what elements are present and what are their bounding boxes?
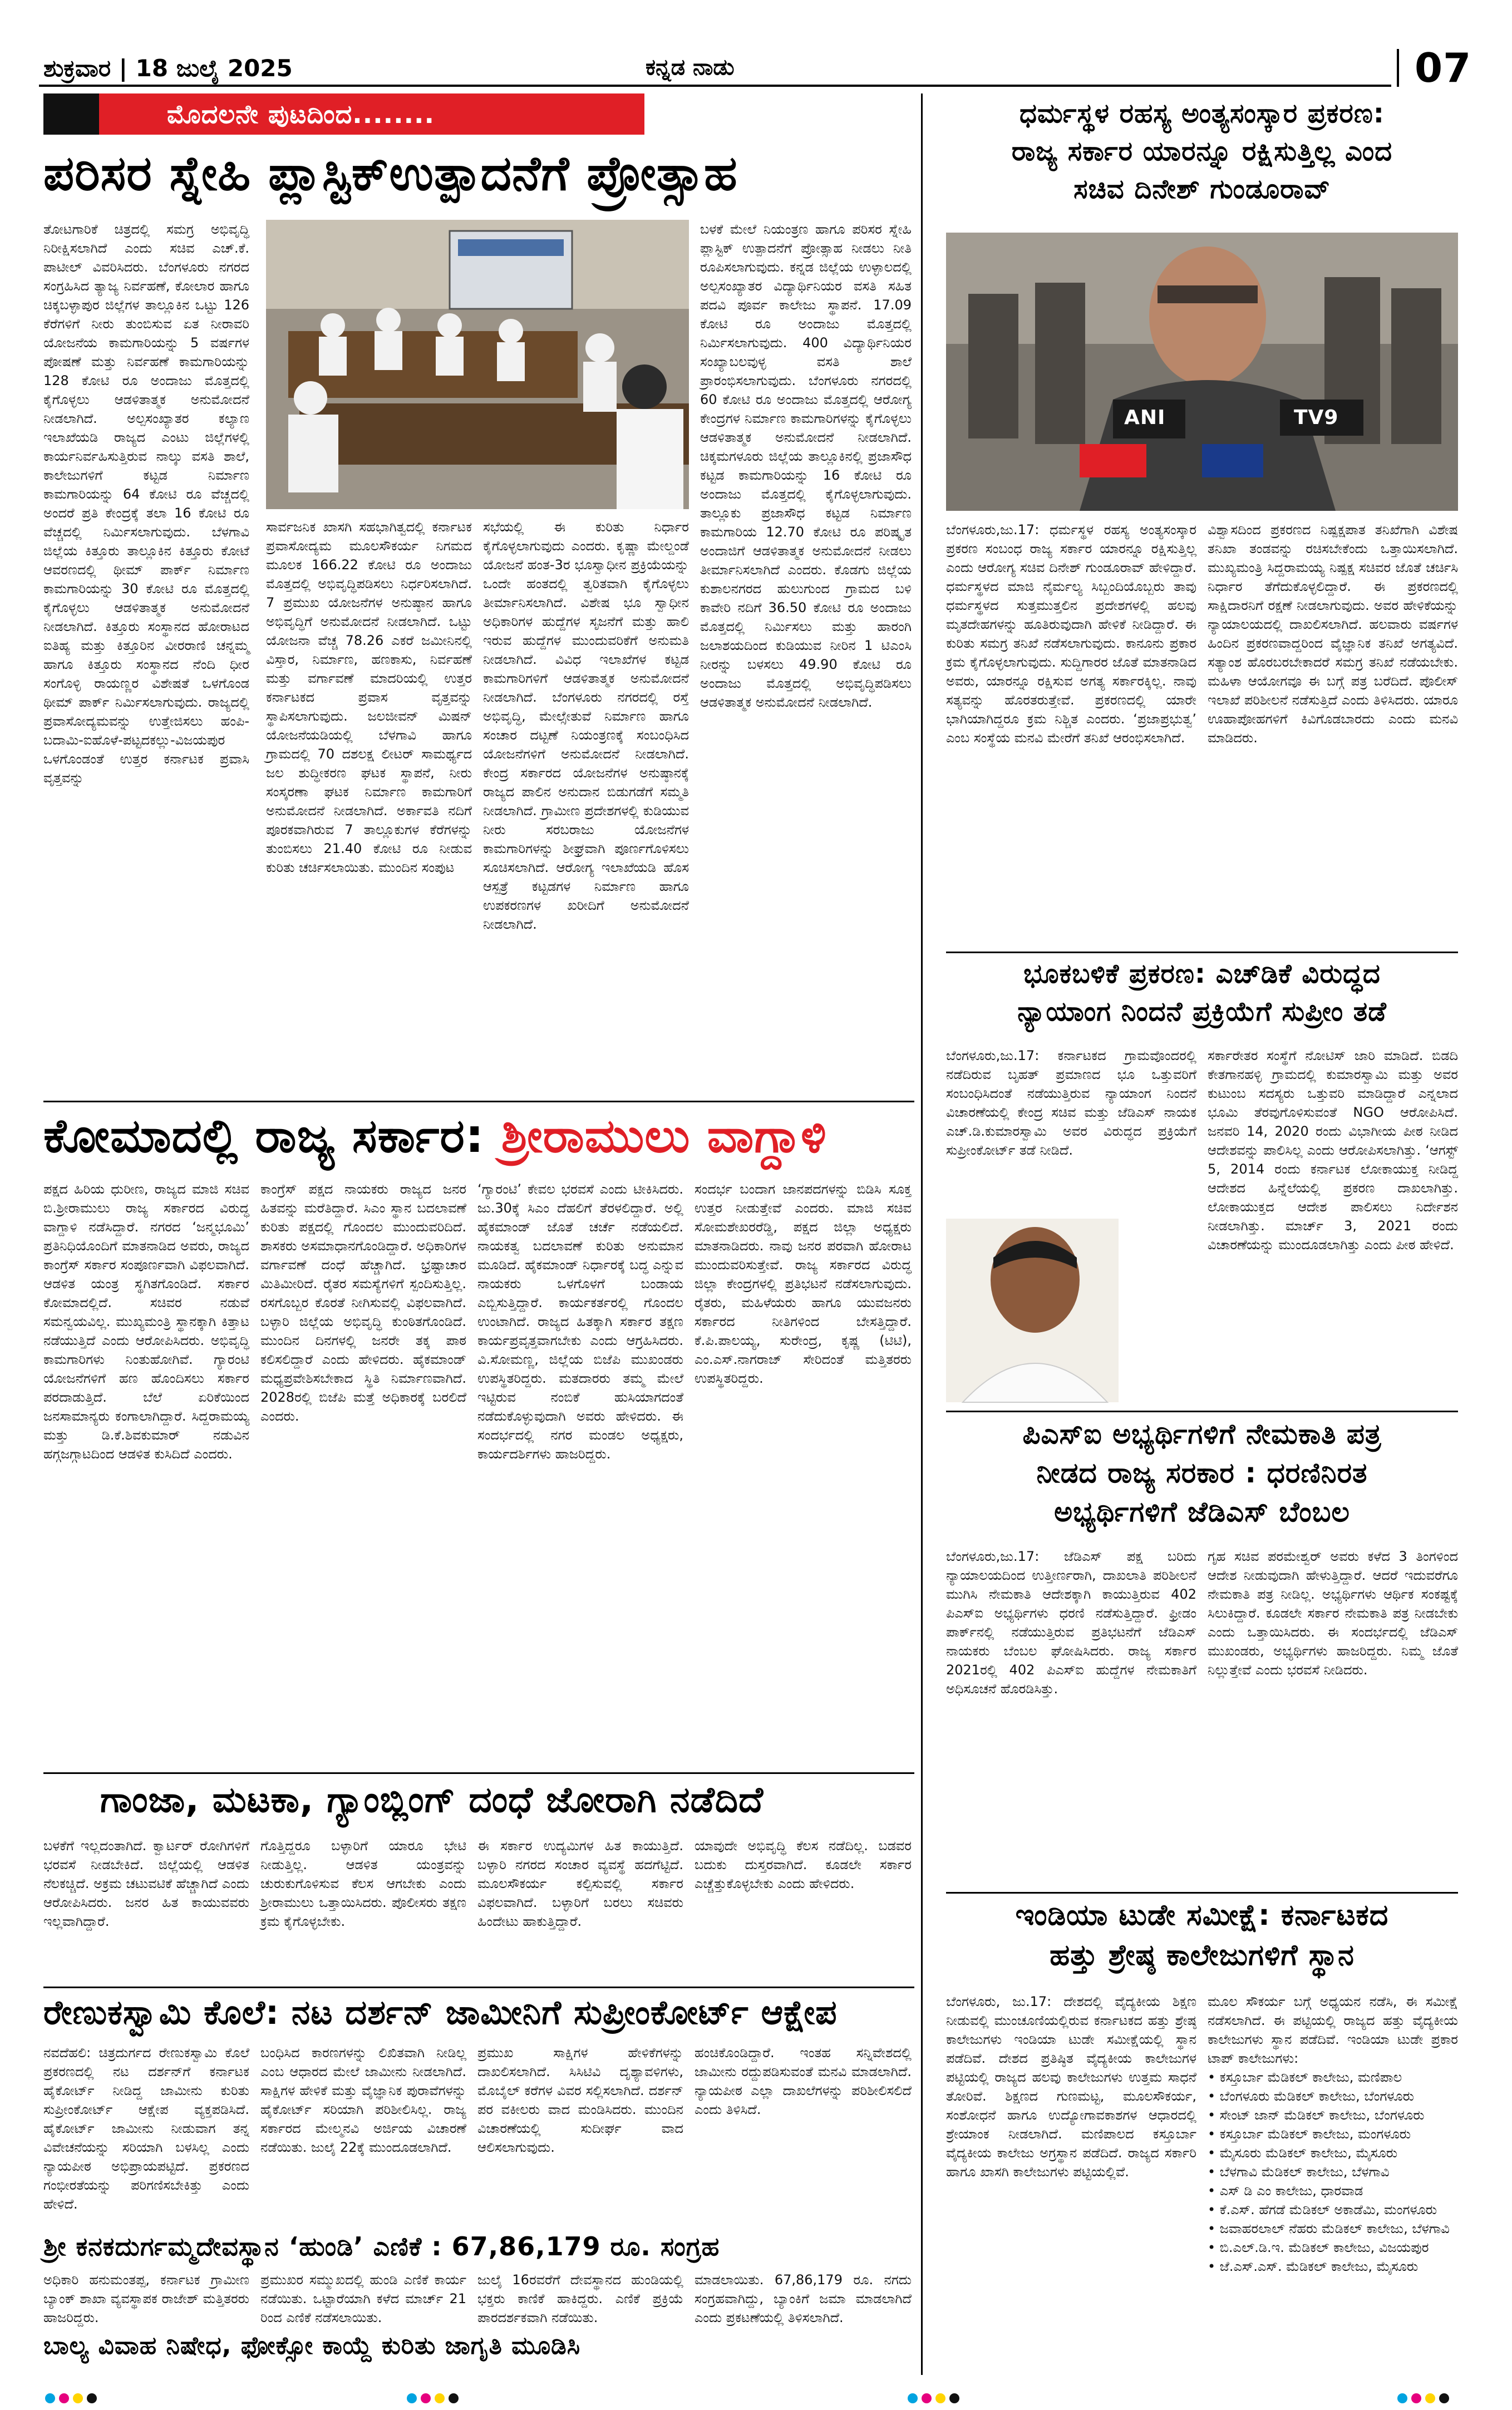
rule-r2	[946, 1411, 1458, 1412]
reg-dots-left	[45, 2393, 97, 2403]
reg-dots-mid2	[908, 2393, 959, 2403]
ramulu-headline-red: ಶ್ರೀರಾಮುಲು ವಾಗ್ದಾಳಿ	[501, 1108, 827, 1163]
dharmasthala-col2: ವಿಶ್ವಾಸದಿಂದ ಪ್ರಕರಣದ ನಿಷ್ಪಕ್ಷಪಾತ ತನಿಖೆಗಾಗಿ ವಿಶೇಷ ತನಿಖಾ ತಂಡವನ್ನು ರಚಿಸಬೇಕೆಂದು ಒತ್ತಾಯಿಸಲಾಗಿದೆ. ಮುಖ್ಯಮಂತ್ರಿ ಸಿದ್ದರಾಮಯ್ಯ ನಿಷ್ಪಕ್ಷ ಸಚಿವರ ಜೊತೆ ಚರ್ಚಿಸಿ ನಿರ್ಧಾರ ತೆಗೆದುಕೊಳ್ಳಲಿದ್ದಾರೆ. ಈ ಪ್ರಕರಣದಲ್ಲಿ ಸಾಕ್ಷಿದಾರನಿಗೆ ರಕ್ಷಣೆ ನೀಡಲಾಗುವುದು. ಅವರ ಹೇಳಿಕೆಯನ್ನು ನ್ಯಾಯಾಲಯದಲ್ಲಿ ದಾಖಲಿಸಲಾಗಿದೆ. ಹಲವಾರು ವರ್ಷಗಳ ಹಿಂದಿನ ಪ್ರಕರಣವಾದ್ದರಿಂದ ವೈಜ್ಞಾನಿಕ ತನಿಖೆ ಅಗತ್ಯವಿದೆ. ಸತ್ಯಾಂಶ ಹೊರಬರಬೇಕಾದರೆ ಸಮಗ್ರ ತನಿಖೆ ನಡೆಯಬೇಕು. ಮಹಿಳಾ ಆಯೋಗವೂ ಈ ಬಗ್ಗೆ ಪತ್ರ ಬರೆದಿದೆ. ಪೊಲೀಸ್ ಇಲಾಖೆ ಪರಿಶೀಲನೆ ನಡೆಸುತ್ತಿದೆ ಎಂದು ತಿಳಿಸಿದರು. ಯಾರೂ ಊಹಾಪೋಹಗಳಿಗೆ ಕಿವಿಗೊಡಬಾರದು ಎಂದು ಮನವಿ ಮಾಡಿದರು.	[1208, 522, 1462, 746]
psi-headline-2: ನೀಡದ ರಾಜ್ಯ ಸರಕಾರ : ಧರಣಿನಿರತ	[1036, 1457, 1368, 1489]
hdk-col1: ಬೆಂಗಳೂರು,ಜು.17: ಕರ್ನಾಟಕದ ಗ್ರಾಮವೊಂದರಲ್ಲಿ ನಡೆದಿರುವ ಬೃಹತ್ ಪ್ರಮಾಣದ ಭೂ ಒತ್ತುವರಿಗೆ ಸಂಬಂಧಿಸಿದಂತೆ ನಡೆಯುತ್ತಿರುವ ನ್ಯಾಯಾಂಗ ನಿಂದನೆ ವಿಚಾರಣೆಯಲ್ಲಿ ಕೇಂದ್ರ ಸಚಿವ ಮತ್ತು ಜೆಡಿಎಸ್ ನಾಯಕ ಎಚ್.ಡಿ.ಕುಮಾರಸ್ವಾಮಿ ಅವರ ವಿರುದ್ಧದ ಪ್ರಕ್ರಿಯೆಗೆ ಸುಪ್ರೀಂಕೋರ್ಟ್ ತಡೆ ನೀಡಿದೆ.	[946, 1048, 1201, 1158]
ramulu-col2: ಕಾಂಗ್ರೆಸ್ ಪಕ್ಷದ ನಾಯಕರು ರಾಜ್ಯದ ಜನರ ಹಿತವನ್ನು ಮರೆತಿದ್ದಾರೆ. ಸಿಎಂ ಸ್ಥಾನ ಬದಲಾವಣೆ ಕುರಿತು ಪಕ್ಷದಲ್ಲಿ ಗೊಂದಲ ಮುಂದುವರಿದಿದೆ. ಶಾಸಕರು ಅಸಮಾಧಾನಗೊಂಡಿದ್ದಾರೆ. ಅಧಿಕಾರಿಗಳ ವರ್ಗಾವಣೆ ದಂಧೆ ಹೆಚ್ಚಾಗಿದೆ. ಭ್ರಷ್ಟಾಚಾರ ಮಿತಿಮೀರಿದೆ. ರೈತರ ಸಮಸ್ಯೆಗಳಿಗೆ ಸ್ಪಂದಿಸುತ್ತಿಲ್ಲ. ರಸಗೊಬ್ಬರ ಕೊರತೆ ನೀಗಿಸುವಲ್ಲಿ ವಿಫಲವಾಗಿದೆ. ಬಳ್ಳಾರಿ ಜಿಲ್ಲೆಯ ಅಭಿವೃದ್ಧಿ ಕುಂಠಿತಗೊಂಡಿದೆ. ಮುಂದಿನ ದಿನಗಳಲ್ಲಿ ಜನರೇ ತಕ್ಕ ಪಾಠ ಕಲಿಸಲಿದ್ದಾರೆ ಎಂದು ಹೇಳಿದರು. ಹೈಕಮಾಂಡ್ ಮಧ್ಯಪ್ರವೇಶಿಸಬೇಕಾದ ಸ್ಥಿತಿ ನಿರ್ಮಾಣವಾಗಿದೆ. 2028ರಲ್ಲಿ ಬಿಜೆಪಿ ಮತ್ತೆ ಅಧಿಕಾರಕ್ಕೆ ಬರಲಿದೆ ಎಂದರು.	[260, 1181, 471, 1424]
reg-dots-right	[1397, 2393, 1449, 2403]
college-list-item: • ಎಸ್ ಡಿ ಎಂ ಕಾಲೇಜು, ಧಾರವಾಡ	[1208, 2183, 1363, 2199]
college-list-item: • ಜವಾಹರಲಾಲ್ ನೆಹರು ಮೆಡಿಕಲ್ ಕಾಲೇಜು, ಬೆಳಗಾವಿ	[1208, 2221, 1450, 2236]
main-column-divider	[921, 93, 923, 2375]
minister-image	[946, 233, 1458, 511]
college-list-item: • ಸೇಂಟ್ ಜಾನ್ ಮೆಡಿಕಲ್ ಕಾಲೇಜು, ಬೆಂಗಳೂರು	[1208, 2107, 1425, 2123]
dharmasthala-headline-3: ಸಚಿವ ದಿನೇಶ್ ಗುಂಡೂರಾವ್	[1073, 174, 1331, 205]
college-list-item: • ಕಸ್ತೂರ್ಬಾ ಮೆಡಿಕಲ್ ಕಾಲೇಜು, ಮಂಗಳೂರು	[1208, 2126, 1411, 2142]
kumaraswamy-image	[946, 1219, 1119, 1402]
hundi-col3: ಜುಲೈ 16ರವರೆಗೆ ದೇವಸ್ಥಾನದ ಹುಂಡಿಯಲ್ಲಿ ಭಕ್ತರು ಕಾಣಿಕೆ ಹಾಕಿದ್ದರು. ಎಣಿಕೆ ಪ್ರಕ್ರಿಯೆ ಪಾರದರ್ಶಕವಾಗಿ ನಡೆಯಿತು.	[477, 2272, 688, 2325]
college-list-item: • ಕಸ್ತೂರ್ಬಾ ಮೆಡಿಕಲ್ ಕಾಲೇಜು, ಮಣಿಪಾಲ	[1208, 2069, 1402, 2085]
ganja-headline: ಗಾಂಜಾ, ಮಟಕಾ, ಗ್ಯಾಂಬ್ಲಿಂಗ್ ದಂಧೆ ಜೋರಾಗಿ ನಡೆದಿದೆ	[100, 1780, 764, 1821]
hundi-headline: ಶ್ರೀ ಕನಕದುರ್ಗಮ್ಮದೇವಸ್ಥಾನ ‘ಹುಂಡಿ’ ಎಣಿಕೆ : 67,86,179 ರೂ. ಸಂಗ್ರಹ	[43, 2231, 720, 2261]
reg-dots-mid1	[407, 2393, 459, 2403]
ramulu-headline-black: ಕೋಮಾದಲ್ಲಿ ರಾಜ್ಯ ಸರ್ಕಾರ:	[43, 1108, 501, 1163]
indiatoday-col2	[1208, 1992, 1462, 2348]
college-list-item: • ಕೆ.ಎಸ್. ಹೆಗಡೆ ಮೆಡಿಕಲ್ ಅಕಾಡೆಮಿ, ಮಂಗಳೂರು	[1208, 2202, 1437, 2217]
plastic-headline: ಪರಿಸರ ಸ್ನೇಹಿ ಪ್ಲಾಸ್ಟಿಕ್‌ಉತ್ಪಾದನೆಗೆ ಪ್ರೋತ್ಸಾಹ	[43, 146, 738, 201]
rule-1	[43, 1101, 914, 1102]
plastic-col2: ಸಾರ್ವಜನಿಕ ಖಾಸಗಿ ಸಹಭಾಗಿತ್ವದಲ್ಲಿ ಕರ್ನಾಟಕ ಪ್ರವಾಸೋದ್ಯಮ ಮೂಲಸೌಕರ್ಯ ನಿಗಮದ ಮೂಲಕ 166.22 ಕೋಟಿ ರೂ ಅಂದಾಜು ಮೊತ್ತದಲ್ಲಿ ಅಭಿವೃದ್ಧಿಪಡಿಸಲು ನಿರ್ಧರಿಸಲಾಗಿದೆ. 7 ಪ್ರಮುಖ ಯೋಜನೆಗಳ ಅನುಷ್ಠಾನ ಹಾಗೂ ಅಭಿವೃದ್ಧಿಗೆ ಅನುಮೋದನೆ ನೀಡಲಾಗಿದೆ. ಒಟ್ಟು ಯೋಜನಾ ವೆಚ್ಚ 78.26 ಎಕರೆ ಜಮೀನಿನಲ್ಲಿ ವಿಸ್ತಾರ, ನಿರ್ಮಾಣ, ಹಣಕಾಸು, ನಿರ್ವಹಣೆ ಮತ್ತು ವರ್ಗಾವಣೆ ಮಾದರಿಯಲ್ಲಿ ಉತ್ತರ ಕರ್ನಾಟಕದ ಪ್ರವಾಸ ವೃತ್ತವನ್ನು ಸ್ಥಾಪಿಸಲಾಗುವುದು. ಜಲಜೀವನ್ ಮಿಷನ್ ಯೋಜನೆಯಡಿಯಲ್ಲಿ ಬೆಳಗಾವಿ ಹಾಗೂ ಗ್ರಾಮದಲ್ಲಿ 70 ದಶಲಕ್ಷ ಲೀಟರ್ ಸಾಮರ್ಥ್ಯದ ಜಲ ಶುದ್ಧೀಕರಣ ಘಟಕ ಸ್ಥಾಪನೆ, ನೀರು ಸಂಸ್ಕರಣಾ ಘಟಕ ನಿರ್ಮಾಣ ಕಾಮಗಾರಿಗೆ ಅನುಮೋದನೆ ನೀಡಲಾಗಿದೆ. ಅರ್ಕಾವತಿ ನದಿಗೆ ಪೂರಕವಾಗಿರುವ 7 ತಾಲ್ಲೂಕುಗಳ ಕೆರೆಗಳನ್ನು ತುಂಬಿಸಲು 21.40 ಕೋಟಿ ರೂ ನೀಡುವ ಕುರಿತು ಚರ್ಚಿಸಲಾಯಿತು. ಮುಂದಿನ ಸಂಪುಟ	[266, 519, 476, 875]
hundi-col4: ಮಾಡಲಾಯಿತು. 67,86,179 ರೂ. ನಗದು ಸಂಗ್ರಹವಾಗಿದ್ದು, ಬ್ಯಾಂಕಿಗೆ ಜಮಾ ಮಾಡಲಾಗಿದೆ ಎಂದು ಪ್ರಕಟಣೆಯಲ್ಲಿ ತಿಳಿಸಲಾಗಿದೆ.	[695, 2272, 916, 2325]
darshan-col2: ಬಂಧಿಸಿದ ಕಾರಣಗಳನ್ನು ಲಿಖಿತವಾಗಿ ನೀಡಿಲ್ಲ ಎಂಬ ಆಧಾರದ ಮೇಲೆ ಜಾಮೀನು ನೀಡಲಾಗಿದೆ. ಸಾಕ್ಷಿಗಳ ಹೇಳಿಕೆ ಮತ್ತು ವೈಜ್ಞಾನಿಕ ಪುರಾವೆಗಳನ್ನು ಹೈಕೋರ್ಟ್ ಸರಿಯಾಗಿ ಪರಿಶೀಲಿಸಿಲ್ಲ. ರಾಜ್ಯ ಸರ್ಕಾರದ ಮೇಲ್ಮನವಿ ಅರ್ಜಿಯ ವಿಚಾರಣೆ ನಡೆಯಿತು. ಜುಲೈ 22ಕ್ಕೆ ಮುಂದೂಡಲಾಗಿದೆ.	[260, 2045, 471, 2155]
indiatoday-headline-2: ಹತ್ತು ಶ್ರೇಷ್ಠ ಕಾಲೇಜುಗಳಿಗೆ ಸ್ಥಾನ	[1050, 1939, 1355, 1972]
college-list-item: • ಬಿ.ಎಲ್.ಡಿ.ಇ. ಮೆಡಿಕಲ್ ಕಾಲೇಜು, ವಿಜಯಪುರ	[1208, 2240, 1429, 2255]
ganja-col3: ಈ ಸರ್ಕಾರ ಉದ್ಯಮಿಗಳ ಹಿತ ಕಾಯುತ್ತಿದೆ. ಬಳ್ಳಾರಿ ನಗರದ ಸಂಚಾರ ವ್ಯವಸ್ಥೆ ಹದಗೆಟ್ಟಿದೆ. ಮೂಲಸೌಕರ್ಯ ಕಲ್ಪಿಸುವಲ್ಲಿ ಸರ್ಕಾರ ವಿಫಲವಾಗಿದೆ. ಬಳ್ಳಾರಿಗೆ ಬರಲು ಸಚಿವರು ಹಿಂದೇಟು ಹಾಕುತ್ತಿದ್ದಾರೆ.	[477, 1838, 688, 1929]
rule-r1	[946, 952, 1458, 953]
ramulu-headline	[43, 1108, 917, 1164]
page-number: 07	[1415, 45, 1472, 91]
masthead-paper-name: ಕನ್ನಡ ನಾಡು	[646, 55, 735, 80]
masthead-rule	[39, 85, 1391, 87]
darshan-col1: ನವದೆಹಲಿ: ಚಿತ್ರದುರ್ಗದ ರೇಣುಕಸ್ವಾಮಿ ಕೊಲೆ ಪ್ರಕರಣದಲ್ಲಿ ನಟ ದರ್ಶನ್‌ಗೆ ಕರ್ನಾಟಕ ಹೈಕೋರ್ಟ್ ನೀಡಿದ್ದ ಜಾಮೀನು ಕುರಿತು ಸುಪ್ರೀಂಕೋರ್ಟ್ ಆಕ್ಷೇಪ ವ್ಯಕ್ತಪಡಿಸಿದೆ. ಹೈಕೋರ್ಟ್ ಜಾಮೀನು ನೀಡುವಾಗ ತನ್ನ ವಿವೇಚನೆಯನ್ನು ಸರಿಯಾಗಿ ಬಳಸಿಲ್ಲ ಎಂದು ನ್ಯಾಯಪೀಠ ಅಭಿಪ್ರಾಯಪಟ್ಟಿದೆ. ಪ್ರಕರಣದ ಗಂಭೀರತೆಯನ್ನು ಪರಿಗಣಿಸಬೇಕಿತ್ತು ಎಂದು ಹೇಳಿದೆ.	[43, 2045, 254, 2212]
hdk-col2: ಸರ್ಕಾರೇತರ ಸಂಸ್ಥೆಗೆ ನೋಟಿಸ್ ಜಾರಿ ಮಾಡಿದೆ. ಬಿಡದಿ ಕೇತಗಾನಹಳ್ಳಿ ಗ್ರಾಮದಲ್ಲಿ ಕುಮಾರಸ್ವಾಮಿ ಮತ್ತು ಅವರ ಕುಟುಂಬ ಸದಸ್ಯರು ಒತ್ತುವರಿ ಮಾಡಿದ್ದಾರೆ ಎನ್ನಲಾದ ಭೂಮಿ ತೆರವುಗೊಳಿಸುವಂತೆ NGO ಆರೋಪಿಸಿದೆ. ಜನವರಿ 14, 2020 ರಂದು ವಿಭಾಗೀಯ ಪೀಠ ನೀಡಿದ ಆದೇಶವನ್ನು ಪಾಲಿಸಿಲ್ಲ ಎಂದು ಆರೋಪಿಸಲಾಗಿತ್ತು. ‘ಆಗಸ್ಟ್ 5, 2014 ರಂದು ಕರ್ನಾಟಕ ಲೋಕಾಯುಕ್ತ ನೀಡಿದ್ದ ಆದೇಶದ ಹಿನ್ನೆಲೆಯಲ್ಲಿ ಪ್ರಕರಣ ದಾಖಲಾಗಿತ್ತು. ಲೋಕಾಯುಕ್ತದ ಆದೇಶ ಪಾಲಿಸಲು ನಿರ್ದೇಶನ ನೀಡಲಾಗಿತ್ತು. ಮಾರ್ಚ್ 3, 2021 ರಂದು ವಿಚಾರಣೆಯನ್ನು ಮುಂದೂಡಲಾಗಿತ್ತು ಎಂದು ಪೀಠ ಹೇಳಿದೆ.	[1208, 1048, 1462, 1253]
college-list-item: • ಮೈಸೂರು ಮೆಡಿಕಲ್ ಕಾಲೇಜು, ಮೈಸೂರು	[1208, 2145, 1398, 2161]
page-number-rule	[1397, 49, 1399, 87]
indiatoday-col1: ಬೆಂಗಳೂರು, ಜು.17: ದೇಶದಲ್ಲಿ ವೈದ್ಯಕೀಯ ಶಿಕ್ಷಣ ನೀಡುವಲ್ಲಿ ಮುಂಚೂಣಿಯಲ್ಲಿರುವ ಕರ್ನಾಟಕದ ಹತ್ತು ಶ್ರೇಷ್ಠ ಕಾಲೇಜುಗಳು ಇಂಡಿಯಾ ಟುಡೇ ಸಮೀಕ್ಷೆಯಲ್ಲಿ ಸ್ಥಾನ ಪಡೆದಿವೆ. ದೇಶದ ಪ್ರತಿಷ್ಠಿತ ವೈದ್ಯಕೀಯ ಕಾಲೇಜುಗಳ ಪಟ್ಟಿಯಲ್ಲಿ ರಾಜ್ಯದ ಹಲವು ಕಾಲೇಜುಗಳು ಉತ್ತಮ ಸಾಧನೆ ತೋರಿವೆ. ಶಿಕ್ಷಣದ ಗುಣಮಟ್ಟ, ಮೂಲಸೌಕರ್ಯ, ಸಂಶೋಧನೆ ಹಾಗೂ ಉದ್ಯೋಗಾವಕಾಶಗಳ ಆಧಾರದಲ್ಲಿ ಶ್ರೇಯಾಂಕ ನೀಡಲಾಗಿದೆ. ಮಣಿಪಾಲದ ಕಸ್ತೂರ್ಬಾ ವೈದ್ಯಕೀಯ ಕಾಲೇಜು ಅಗ್ರಸ್ಥಾನ ಪಡೆದಿದೆ. ರಾಜ್ಯದ ಸರ್ಕಾರಿ ಹಾಗೂ ಖಾಸಗಿ ಕಾಲೇಜುಗಳು ಪಟ್ಟಿಯಲ್ಲಿವೆ.	[946, 1994, 1201, 2180]
plastic-col1: ತೋಟಗಾರಿಕೆ ಚಿತ್ರದಲ್ಲಿ ಸಮಗ್ರ ಅಭಿವೃದ್ಧಿ ನಿರೀಕ್ಷಿಸಲಾಗಿದೆ ಎಂದು ಸಚಿವ ಎಚ್.ಕೆ. ಪಾಟೀಲ್ ವಿವರಿಸಿದರು. ಬೆಂಗಳೂರು ನಗರದ ಸಂಗ್ರಹಿಸಿದ ತ್ಯಾಜ್ಯ ನಿರ್ವಹಣೆ, ಕೋಲಾರ ಹಾಗೂ ಚಿಕ್ಕಬಳ್ಳಾಪುರ ಜಿಲ್ಲೆಗಳ ತಾಲ್ಲೂಕಿನ ಒಟ್ಟು 126 ಕೆರೆಗಳಿಗೆ ನೀರು ತುಂಬಿಸುವ ಏತ ನೀರಾವರಿ ಯೋಜನೆಯ ಕಾಮಗಾರಿಯನ್ನು 5 ವರ್ಷಗಳ ಪೋಷಣೆ ಮತ್ತು ನಿರ್ವಹಣೆ ಕಾಮಗಾರಿಯನ್ನು 128 ಕೋಟಿ ರೂ ಅಂದಾಜು ಮೊತ್ತದಲ್ಲಿ ಕೈಗೊಳ್ಳಲು ಆಡಳಿತಾತ್ಮಕ ಅನುಮೋದನೆ ನೀಡಲಾಗಿದೆ. ಅಲ್ಪಸಂಖ್ಯಾತರ ಕಲ್ಯಾಣ ಇಲಾಖೆಯಡಿ ರಾಜ್ಯದ ಎಂಟು ಜಿಲ್ಲೆಗಳಲ್ಲಿ ಕಾರ್ಯನಿರ್ವಹಿಸುತ್ತಿರುವ ನಾಲ್ಕು ವಸತಿ ಶಾಲೆ, ಕಾಲೇಜುಗಳಿಗೆ ಕಟ್ಟಡ ನಿರ್ಮಾಣ ಕಾಮಗಾರಿಯನ್ನು 64 ಕೋಟಿ ರೂ ವೆಚ್ಚದಲ್ಲಿ ಅಂದರೆ ಪ್ರತಿ ಕೇಂದ್ರಕ್ಕೆ ತಲಾ 16 ಕೋಟಿ ರೂ ವೆಚ್ಚದಲ್ಲಿ ನಿರ್ಮಿಸಲಾಗುವುದು. ಬೆಳಗಾವಿ ಜಿಲ್ಲೆಯ ಕಿತ್ತೂರು ತಾಲ್ಲೂಕಿನ ಕಿತ್ತೂರು ಕೋಟೆ ಆವರಣದಲ್ಲಿ ಥೀಮ್ ಪಾರ್ಕ್ ನಿರ್ಮಾಣ ಕಾಮಗಾರಿಯನ್ನು 30 ಕೋಟಿ ರೂ ಮೊತ್ತದಲ್ಲಿ ಕೈಗೊಳ್ಳಲು ಆಡಳಿತಾತ್ಮಕ ಅನುಮೋದನೆ ನೀಡಲಾಗಿದೆ. ಕಿತ್ತೂರು ಸಂಸ್ಥಾನದ ಹೋರಾಟದ ಐತಿಹ್ಯ ಮತ್ತು ಕಿತ್ತೂರಿನ ವೀರರಾಣಿ ಚನ್ನಮ್ಮ ಹಾಗೂ ಕಿತ್ತೂರು ಸಂಸ್ಥಾನದ ನೆಂದಿ ಧೀರ ಸಂಗೊಳ್ಳಿ ರಾಯಣ್ಣರ ವಿಶೇಷತೆ ಒಳಗೊಂಡ ಥೀಮ್ ಪಾರ್ಕ್ ನಿರ್ಮಿಸಲಾಗುವುದು. ರಾಜ್ಯದಲ್ಲಿ ಪ್ರವಾಸೋದ್ಯಮವನ್ನು ಉತ್ತೇಜಿಸಲು ಹಂಪಿ-ಬದಾಮಿ-ಐಹೊಳೆ-ಪಟ್ಟದಕಲ್ಲು-ವಿಜಯಪುರ ಒಳಗೊಂಡಂತೆ ಉತ್ತರ ಕರ್ನಾಟಕ ಪ್ರವಾಸಿ ವೃತ್ತವನ್ನು	[43, 221, 254, 786]
darshan-col3: ಪ್ರಮುಖ ಸಾಕ್ಷಿಗಳ ಹೇಳಿಕೆಗಳನ್ನು ದಾಖಲಿಸಲಾಗಿದೆ. ಸಿಸಿಟಿವಿ ದೃಶ್ಯಾವಳಿಗಳು, ಮೊಬೈಲ್ ಕರೆಗಳ ವಿವರ ಸಲ್ಲಿಸಲಾಗಿದೆ. ದರ್ಶನ್ ಪರ ವಕೀಲರು ವಾದ ಮಂಡಿಸಿದರು. ಮುಂದಿನ ವಿಚಾರಣೆಯಲ್ಲಿ ಸುದೀರ್ಘ ವಾದ ಆಲಿಸಲಾಗುವುದು.	[477, 2045, 688, 2155]
psi-headline-3: ಅಭ್ಯರ್ಥಿಗಳಿಗೆ ಜೆಡಿಎಸ್ ಬೆಂಬಲ	[1054, 1496, 1350, 1528]
kumaraswamy-photo	[946, 1219, 1119, 1402]
ramulu-col3: ‘ಗ್ಯಾರಂಟಿ’ ಕೇವಲ ಭರವಸೆ ಎಂದು ಟೀಕಿಸಿದರು. ಜು.30ಕ್ಕೆ ಸಿಎಂ ದೆಹಲಿಗೆ ತೆರಳಲಿದ್ದಾರೆ. ಅಲ್ಲಿ ಹೈಕಮಾಂಡ್ ಜೊತೆ ಚರ್ಚೆ ನಡೆಯಲಿದೆ. ನಾಯಕತ್ವ ಬದಲಾವಣೆ ಕುರಿತು ಅನುಮಾನ ಮೂಡಿದೆ. ಹೈಕಮಾಂಡ್ ನಿರ್ಧಾರಕ್ಕೆ ಬದ್ಧ ಎನ್ನುವ ನಾಯಕರು ಒಳಗೊಳಗೆ ಬಂಡಾಯ ಎಬ್ಬಿಸುತ್ತಿದ್ದಾರೆ. ಕಾರ್ಯಕರ್ತರಲ್ಲಿ ಗೊಂದಲ ಉಂಟಾಗಿದೆ. ರಾಜ್ಯದ ಹಿತಕ್ಕಾಗಿ ಸರ್ಕಾರ ತಕ್ಷಣ ಕಾರ್ಯಪ್ರವೃತ್ತವಾಗಬೇಕು ಎಂದು ಆಗ್ರಹಿಸಿದರು. ವಿ.ಸೋಮಣ್ಣ, ಜಿಲ್ಲೆಯ ಬಿಜೆಪಿ ಮುಖಂಡರು ಉಪಸ್ಥಿತರಿದ್ದರು. ಮತದಾರರು ತಮ್ಮ ಮೇಲೆ ಇಟ್ಟಿರುವ ನಂಬಿಕೆ ಹುಸಿಯಾಗದಂತೆ ನಡೆದುಕೊಳ್ಳುವುದಾಗಿ ಅವರು ಹೇಳಿದರು. ಈ ಸಂದರ್ಭದಲ್ಲಿ ನಗರ ಮಂಡಲ ಅಧ್ಯಕ್ಷರು, ಕಾರ್ಯದರ್ಶಿಗಳು ಹಾಜರಿದ್ದರು.	[477, 1181, 688, 1462]
balya-headline: ಬಾಲ್ಯ ವಿವಾಹ ನಿಷೇಧ, ಫೋಕ್ಸೋ ಕಾಯ್ದೆ ಕುರಿತು ಜಾಗೃತಿ ಮೂಡಿಸಿ	[43, 2332, 581, 2360]
plastic-col3: ಸಭೆಯಲ್ಲಿ ಈ ಕುರಿತು ನಿರ್ಧಾರ ಕೈಗೊಳ್ಳಲಾಗುವುದು ಎಂದರು. ಕೃಷ್ಣಾ ಮೇಲ್ದಂಡೆ ಯೋಜನೆ ಹಂತ-3ರ ಭೂಸ್ವಾಧೀನ ಪ್ರಕ್ರಿಯೆಯನ್ನು ಒಂದೇ ಹಂತದಲ್ಲಿ ತ್ವರಿತವಾಗಿ ಕೈಗೊಳ್ಳಲು ತೀರ್ಮಾನಿಸಲಾಗಿದೆ. ವಿಶೇಷ ಭೂ ಸ್ವಾಧೀನ ಅಧಿಕಾರಿಗಳ ಹುದ್ದೆಗಳ ಸೃಜನೆಗೆ ಮತ್ತು ಹಾಲಿ ಇರುವ ಹುದ್ದೆಗಳ ಮುಂದುವರಿಕೆಗೆ ಅನುಮತಿ ನೀಡಲಾಗಿದೆ. ವಿವಿಧ ಇಲಾಖೆಗಳ ಕಟ್ಟಡ ಕಾಮಗಾರಿಗಳಿಗೆ ಆಡಳಿತಾತ್ಮಕ ಅನುಮೋದನೆ ನೀಡಲಾಗಿದೆ. ಬೆಂಗಳೂರು ನಗರದಲ್ಲಿ ರಸ್ತೆ ಅಭಿವೃದ್ಧಿ, ಮೇಲ್ಸೇತುವೆ ನಿರ್ಮಾಣ ಹಾಗೂ ಸಂಚಾರ ದಟ್ಟಣೆ ನಿಯಂತ್ರಣಕ್ಕೆ ಸಂಬಂಧಿಸಿದ ಯೋಜನೆಗಳಿಗೆ ಅನುಮೋದನೆ ನೀಡಲಾಗಿದೆ. ಕೇಂದ್ರ ಸರ್ಕಾರದ ಯೋಜನೆಗಳ ಅನುಷ್ಠಾನಕ್ಕೆ ರಾಜ್ಯದ ಪಾಲಿನ ಅನುದಾನ ಬಿಡುಗಡೆಗೆ ಸಮ್ಮತಿ ನೀಡಲಾಗಿದೆ. ಗ್ರಾಮೀಣ ಪ್ರದೇಶಗಳಲ್ಲಿ ಕುಡಿಯುವ ನೀರು ಸರಬರಾಜು ಯೋಜನೆಗಳ ಕಾಮಗಾರಿಗಳನ್ನು ಶೀಘ್ರವಾಗಿ ಪೂರ್ಣಗೊಳಿಸಲು ಸೂಚಿಸಲಾಗಿದೆ. ಆರೋಗ್ಯ ಇಲಾಖೆಯಡಿ ಹೊಸ ಆಸ್ಪತ್ರೆ ಕಟ್ಟಡಗಳ ನಿರ್ಮಾಣ ಹಾಗೂ ಉಪಕರಣಗಳ ಖರೀದಿಗೆ ಅನುಮೋದನೆ ನೀಡಲಾಗಿದೆ.	[483, 519, 693, 932]
mic-label-tv9: TV9	[1294, 406, 1339, 429]
hundi-col2: ಪ್ರಮುಖರ ಸಮ್ಮುಖದಲ್ಲಿ ಹುಂಡಿ ಎಣಿಕೆ ಕಾರ್ಯ ನಡೆಯಿತು. ಒಟ್ಟಾರೆಯಾಗಿ ಕಳೆದ ಮಾರ್ಚ್ 21 ರಿಂದ ಎಣಿಕೆ ನಡೆಸಲಾಯಿತು.	[260, 2272, 471, 2325]
college-list	[1208, 2068, 1458, 2276]
ganja-col1: ಬಳಕೆಗೆ ಇಲ್ಲದಂತಾಗಿದೆ. ಕ್ವಾರ್ಟರ್ ರೋಗಿಗಳಿಗೆ ಭರವಸೆ ನೀಡಬೇಕಿದೆ. ಜಿಲ್ಲೆಯಲ್ಲಿ ಆಡಳಿತ ನೆಲಕಚ್ಚಿದೆ. ಅಕ್ರಮ ಚಟುವಟಿಕೆ ಹೆಚ್ಚಾಗಿದೆ ಎಂದು ಆರೋಪಿಸಿದರು. ಜನರ ಹಿತ ಕಾಯುವವರು ಇಲ್ಲವಾಗಿದ್ದಾರೆ.	[43, 1838, 254, 1929]
ramulu-col4: ಸಂದರ್ಭ ಬಂದಾಗ ಜಾನಪದಗಳನ್ನು ಬಿಡಿಸಿ ಸೂಕ್ತ ಉತ್ತರ ನೀಡುತ್ತೇವೆ ಎಂದರು. ಮಾಜಿ ಸಚಿವ ಸೋಮಶೇಖರರೆಡ್ಡಿ, ಪಕ್ಷದ ಜಿಲ್ಲಾ ಅಧ್ಯಕ್ಷರು ಮಾತನಾಡಿದರು. ನಾವು ಜನರ ಪರವಾಗಿ ಹೋರಾಟ ಮುಂದುವರಿಸುತ್ತೇವೆ. ರಾಜ್ಯ ಸರ್ಕಾರದ ವಿರುದ್ಧ ಜಿಲ್ಲಾ ಕೇಂದ್ರಗಳಲ್ಲಿ ಪ್ರತಿಭಟನೆ ನಡೆಸಲಾಗುವುದು. ರೈತರು, ಮಹಿಳೆಯರು ಹಾಗೂ ಯುವಜನರು ಸರ್ಕಾರದ ನೀತಿಗಳಿಂದ ಬೇಸತ್ತಿದ್ದಾರೆ. ಕೆ.ಪಿ.ಪಾಲಯ್ಯ, ಸುರೇಂದ್ರ, ಕೃಷ್ಣ (ಟಿಟಿ), ಎಂ.ಎಸ್.ನಾಗರಾಜ್ ಸೇರಿದಂತೆ ಮತ್ತಿತರರು ಉಪಸ್ಥಿತರಿದ್ದರು.	[695, 1181, 916, 1386]
cabinet-meeting-image	[266, 220, 689, 509]
plastic-col4: ಬಳಕೆ ಮೇಲೆ ನಿಯಂತ್ರಣ ಹಾಗೂ ಪರಿಸರ ಸ್ನೇಹಿ ಪ್ಲಾಸ್ಟಿಕ್ ಉತ್ಪಾದನೆಗೆ ಪ್ರೋತ್ಸಾಹ ನೀಡಲು ನೀತಿ ರೂಪಿಸಲಾಗುವುದು. ಕನ್ನಡ ಜಿಲ್ಲೆಯ ಉಳ್ಳಾಲದಲ್ಲಿ ಅಲ್ಪಸಂಖ್ಯಾತರ ವಿದ್ಯಾರ್ಥಿನಿಯರ ವಸತಿ ಸಹಿತ ಪದವಿ ಪೂರ್ವ ಕಾಲೇಜು ಸ್ಥಾಪನೆ. 17.09 ಕೋಟಿ ರೂ ಅಂದಾಜು ಮೊತ್ತದಲ್ಲಿ ನಿರ್ಮಿಸಲಾಗುವುದು. 400 ವಿದ್ಯಾರ್ಥಿನಿಯರ ಸಂಖ್ಯಾಬಲವುಳ್ಳ ವಸತಿ ಶಾಲೆ ಪ್ರಾರಂಭಿಸಲಾಗುವುದು. ಬೆಂಗಳೂರು ನಗರದಲ್ಲಿ 60 ಕೋಟಿ ರೂ ಅಂದಾಜು ಮೊತ್ತದಲ್ಲಿ ಆರೋಗ್ಯ ಕೇಂದ್ರಗಳ ನಿರ್ಮಾಣ ಕಾಮಗಾರಿಗಳನ್ನು ಕೈಗೊಳ್ಳಲು ಆಡಳಿತಾತ್ಮಕ ಅನುಮೋದನೆ ನೀಡಲಾಗಿದೆ. ಚಿಕ್ಕಮಗಳೂರು ಜಿಲ್ಲೆಯ ತಾಲ್ಲೂಕಿನಲ್ಲಿ ಪ್ರಜಾಸೌಧ ಕಟ್ಟಡ ಕಾಮಗಾರಿಯನ್ನು 16 ಕೋಟಿ ರೂ ಅಂದಾಜು ಮೊತ್ತದಲ್ಲಿ ಕೈಗೊಳ್ಳಲಾಗುವುದು. ತಾಲ್ಲೂಕು ಪ್ರಜಾಸೌಧ ಕಟ್ಟಡ ನಿರ್ಮಾಣ ಕಾಮಗಾರಿಯ 12.70 ಕೋಟಿ ರೂ ಪರಿಷ್ಕೃತ ಅಂದಾಜಿಗೆ ಆಡಳಿತಾತ್ಮಕ ಅನುಮೋದನೆ ನೀಡಲು ತೀರ್ಮಾನಿಸಲಾಗಿದೆ ಎಂದರು. ಕೊಡಗು ಜಿಲ್ಲೆಯ ಕುಶಾಲನಗರದ ಹುಲುಗುಂದ ಗ್ರಾಮದ ಬಳಿ ಕಾವೇರಿ ನದಿಗೆ 36.50 ಕೋಟಿ ರೂ ಅಂದಾಜು ಮೊತ್ತದಲ್ಲಿ ನಿರ್ಮಿಸಲು ಮತ್ತು ಹಾರಂಗಿ ಜಲಾಶಯದಿಂದ ಕುಡಿಯುವ ನೀರಿನ 1 ಟಿಎಂಸಿ ನೀರನ್ನು ಬಳಸಲು 49.90 ಕೋಟಿ ರೂ ಅಂದಾಜು ಮೊತ್ತದಲ್ಲಿ ಅಭಿವೃದ್ಧಿಪಡಿಸಲು ಆಡಳಿತಾತ್ಮಕ ಅನುಮೋದನೆ ನೀಡಲಾಗಿದೆ.	[700, 221, 916, 710]
cabinet-meeting-photo	[266, 220, 689, 509]
indiatoday-col2-intro: ಮೂಲ ಸೌಕರ್ಯ ಬಗ್ಗೆ ಅಧ್ಯಯನ ನಡೆಸಿ, ಈ ಸಮೀಕ್ಷೆ ನಡೆಸಲಾಗಿದೆ. ಈ ಪಟ್ಟಿಯಲ್ಲಿ ರಾಜ್ಯದ ಹತ್ತು ವೈದ್ಯಕೀಯ ಕಾಲೇಜುಗಳು ಸ್ಥಾನ ಪಡೆದಿವೆ. ಇಂಡಿಯಾ ಟುಡೇ ಪ್ರಕಾರ ಟಾಪ್ ಕಾಲೇಜುಗಳು:	[1208, 1994, 1462, 2066]
masthead-date: ಶುಕ್ರವಾರ | 18 ಜುಲೈ 2025	[43, 55, 293, 82]
dharmasthala-headline-2: ರಾಜ್ಯ ಸರ್ಕಾರ ಯಾರನ್ನೂ ರಕ್ಷಿಸುತ್ತಿಲ್ಲ ಎಂದ	[1011, 136, 1393, 167]
hdk-headline-2: ನ್ಯಾಯಾಂಗ ನಿಂದನೆ ಪ್ರಕ್ರಿಯೆಗೆ ಸುಪ್ರೀಂ ತಡೆ	[1017, 996, 1387, 1027]
college-list-item: • ಬೆಳಗಾವಿ ಮೆಡಿಕಲ್ ಕಾಲೇಜು, ಬೆಳಗಾವಿ	[1208, 2164, 1390, 2180]
psi-col1: ಬೆಂಗಳೂರು,ಜು.17: ಜೆಡಿಎಸ್ ಪಕ್ಷ ಬರಿದು ನ್ಯಾಯಾಲಯದಿಂದ ಉತ್ತೀರ್ಣರಾಗಿ, ದಾಖಲಾತಿ ಪರಿಶೀಲನೆ ಮುಗಿಸಿ ನೇಮಕಾತಿ ಆದೇಶಕ್ಕಾಗಿ ಕಾಯುತ್ತಿರುವ 402 ಪಿಎಸ್‌ಐ ಅಭ್ಯರ್ಥಿಗಳು ಧರಣಿ ನಡೆಸುತ್ತಿದ್ದಾರೆ. ಫ್ರೀಡಂ ಪಾರ್ಕ್‌ನಲ್ಲಿ ನಡೆಯುತ್ತಿರುವ ಪ್ರತಿಭಟನೆಗೆ ಜೆಡಿಎಸ್ ನಾಯಕರು ಬೆಂಬಲ ಘೋಷಿಸಿದರು. ರಾಜ್ಯ ಸರ್ಕಾರ 2021ರಲ್ಲಿ 402 ಪಿಎಸ್‌ಐ ಹುದ್ದೆಗಳ ನೇಮಕಾತಿಗೆ ಅಧಿಸೂಚನೆ ಹೊರಡಿಸಿತ್ತು.	[946, 1549, 1201, 1697]
section-tag-dark	[43, 93, 99, 135]
darshan-headline: ರೇಣುಕಸ್ವಾಮಿ ಕೊಲೆ: ನಟ ದರ್ಶನ್ ಜಾಮೀನಿಗೆ ಸುಪ್ರೀಂಕೋರ್ಟ್ ಆಕ್ಷೇಪ	[43, 1993, 838, 2032]
section-tag-text: ಮೊದಲನೇ ಪುಟದಿಂದ........	[167, 99, 435, 129]
mic-label-ani: ANI	[1124, 406, 1166, 429]
hundi-col1: ಅಧಿಕಾರಿ ಹನುಮಂತಪ್ಪ, ಕರ್ನಾಟಕ ಗ್ರಾಮೀಣ ಬ್ಯಾಂಕ್ ಶಾಖಾ ವ್ಯವಸ್ಥಾಪಕ ರಾಜೇಶ್ ಮತ್ತಿತರರು ಹಾಜರಿದ್ದರು.	[43, 2272, 254, 2325]
indiatoday-headline-1: ಇಂಡಿಯಾ ಟುಡೇ ಸಮೀಕ್ಷೆ: ಕರ್ನಾಟಕದ	[1015, 1899, 1389, 1932]
darshan-col4: ಹಂಚಿಕೊಂಡಿದ್ದಾರೆ. ಇಂತಹ ಸನ್ನಿವೇಶದಲ್ಲಿ ಜಾಮೀನು ರದ್ದುಪಡಿಸುವಂತೆ ಮನವಿ ಮಾಡಲಾಗಿದೆ. ನ್ಯಾಯಪೀಠ ಎಲ್ಲಾ ದಾಖಲೆಗಳನ್ನು ಪರಿಶೀಲಿಸಲಿದೆ ಎಂದು ತಿಳಿಸಿದೆ.	[695, 2045, 916, 2117]
dharmasthala-col1: ಬೆಂಗಳೂರು,ಜು.17: ಧರ್ಮಸ್ಥಳ ರಹಸ್ಯ ಅಂತ್ಯಸಂಸ್ಕಾರ ಪ್ರಕರಣ ಸಂಬಂಧ ರಾಜ್ಯ ಸರ್ಕಾರ ಯಾರನ್ನೂ ರಕ್ಷಿಸುತ್ತಿಲ್ಲ ಎಂದು ಆರೋಗ್ಯ ಸಚಿವ ದಿನೇಶ್ ಗುಂಡೂರಾವ್ ಹೇಳಿದ್ದಾರೆ. ಧರ್ಮಸ್ಥಳದ ಮಾಜಿ ನೈರ್ಮಲ್ಯ ಸಿಬ್ಬಂದಿಯೊಬ್ಬರು ತಾವು ಧರ್ಮಸ್ಥಳದ ಸುತ್ತಮುತ್ತಲಿನ ಪ್ರದೇಶಗಳಲ್ಲಿ ಹಲವು ಮೃತದೇಹಗಳನ್ನು ಹೂತಿರುವುದಾಗಿ ಹೇಳಿಕೆ ನೀಡಿದ್ದಾರೆ. ಈ ಕುರಿತು ಸಮಗ್ರ ತನಿಖೆ ನಡೆಸಲಾಗುವುದು. ಕಾನೂನು ಪ್ರಕಾರ ಕ್ರಮ ಕೈಗೊಳ್ಳಲಾಗುವುದು. ಸುದ್ದಿಗಾರರ ಜೊತೆ ಮಾತನಾಡಿದ ಅವರು, ಯಾರನ್ನೂ ರಕ್ಷಿಸುವ ಅಗತ್ಯ ಸರ್ಕಾರಕ್ಕಿಲ್ಲ. ನಾವು ಸತ್ಯವನ್ನು ಹೊರತರುತ್ತೇವೆ. ಪ್ರಕರಣದಲ್ಲಿ ಯಾರೇ ಭಾಗಿಯಾಗಿದ್ದರೂ ಕ್ರಮ ನಿಶ್ಚಿತ ಎಂದರು. ‘ಪ್ರಜಾಪ್ರಭುತ್ವ’ ಎಂಬ ಸಂಸ್ಥೆಯ ಮನವಿ ಮೇರೆಗೆ ತನಿಖೆ ಆರಂಭಿಸಲಾಗಿದೆ.	[946, 522, 1201, 746]
ramulu-col1: ಪಕ್ಷದ ಹಿರಿಯ ಧುರೀಣ, ರಾಜ್ಯದ ಮಾಜಿ ಸಚಿವ ಬಿ.ಶ್ರೀರಾಮುಲು ರಾಜ್ಯ ಸರ್ಕಾರದ ವಿರುದ್ಧ ವಾಗ್ದಾಳಿ ನಡೆಸಿದ್ದಾರೆ. ನಗರದ ‘ಜನ್ಮಭೂಮಿ’ ಪ್ರತಿನಿಧಿಯೊಂದಿಗೆ ಮಾತನಾಡಿದ ಅವರು, ರಾಜ್ಯದ ಕಾಂಗ್ರೆಸ್ ಸರ್ಕಾರ ಸಂಪೂರ್ಣವಾಗಿ ವಿಫಲವಾಗಿದೆ. ಆಡಳಿತ ಯಂತ್ರ ಸ್ಥಗಿತಗೊಂಡಿದೆ. ಸರ್ಕಾರ ಕೋಮಾದಲ್ಲಿದೆ. ಸಚಿವರ ನಡುವೆ ಸಮನ್ವಯವಿಲ್ಲ. ಮುಖ್ಯಮಂತ್ರಿ ಸ್ಥಾನಕ್ಕಾಗಿ ಕಿತ್ತಾಟ ನಡೆಯುತ್ತಿದೆ ಎಂದು ಆರೋಪಿಸಿದರು. ಅಭಿವೃದ್ಧಿ ಕಾಮಗಾರಿಗಳು ನಿಂತುಹೋಗಿವೆ. ಗ್ಯಾರಂಟಿ ಯೋಜನೆಗಳಿಗೆ ಹಣ ಹೊಂದಿಸಲು ಸರ್ಕಾರ ಪರದಾಡುತ್ತಿದೆ. ಬೆಲೆ ಏರಿಕೆಯಿಂದ ಜನಸಾಮಾನ್ಯರು ಕಂಗಾಲಾಗಿದ್ದಾರೆ. ಸಿದ್ದರಾಮಯ್ಯ ಮತ್ತು ಡಿ.ಕೆ.ಶಿವಕುಮಾರ್ ನಡುವಿನ ಹಗ್ಗಜಗ್ಗಾಟದಿಂದ ಆಡಳಿತ ಕುಸಿದಿದೆ ಎಂದರು.	[43, 1181, 254, 1462]
college-list-item: • ಜೆ.ಎಸ್.ಎಸ್. ಮೆಡಿಕಲ್ ಕಾಲೇಜು, ಮೈಸೂರು	[1208, 2259, 1419, 2274]
psi-headline-1: ಪಿಎಸ್‌ಐ ಅಭ್ಯರ್ಥಿಗಳಿಗೆ ನೇಮಕಾತಿ ಪತ್ರ	[1022, 1418, 1382, 1450]
ganja-col2: ಗೊತ್ತಿದ್ದರೂ ಬಳ್ಳಾರಿಗೆ ಯಾರೂ ಭೇಟಿ ನೀಡುತ್ತಿಲ್ಲ. ಆಡಳಿತ ಯಂತ್ರವನ್ನು ಚುರುಕುಗೊಳಿಸುವ ಕೆಲಸ ಆಗಬೇಕು ಎಂದು ಶ್ರೀರಾಮುಲು ಒತ್ತಾಯಿಸಿದರು. ಪೊಲೀಸರು ತಕ್ಷಣ ಕ್ರಮ ಕೈಗೊಳ್ಳಬೇಕು.	[260, 1838, 471, 1929]
dharmasthala-headline-1: ಧರ್ಮಸ್ಥಳ ರಹಸ್ಯ ಅಂತ್ಯಸಂಸ್ಕಾರ ಪ್ರಕರಣ:	[1019, 98, 1385, 129]
minister-press-photo	[946, 233, 1458, 511]
ganja-col4: ಯಾವುದೇ ಅಭಿವೃದ್ಧಿ ಕೆಲಸ ನಡೆದಿಲ್ಲ. ಬಡವರ ಬದುಕು ದುಸ್ತರವಾಗಿದೆ. ಕೂಡಲೇ ಸರ್ಕಾರ ಎಚ್ಚೆತ್ತುಕೊಳ್ಳಬೇಕು ಎಂದು ಹೇಳಿದರು.	[695, 1838, 916, 1891]
psi-col2: ಗೃಹ ಸಚಿವ ಪರಮೇಶ್ವರ್ ಅವರು ಕಳೆದ 3 ತಿಂಗಳಿಂದ ಆದೇಶ ನೀಡುವುದಾಗಿ ಹೇಳುತ್ತಿದ್ದಾರೆ. ಆದರೆ ಇದುವರೆಗೂ ನೇಮಕಾತಿ ಪತ್ರ ನೀಡಿಲ್ಲ. ಅಭ್ಯರ್ಥಿಗಳು ಆರ್ಥಿಕ ಸಂಕಷ್ಟಕ್ಕೆ ಸಿಲುಕಿದ್ದಾರೆ. ಕೂಡಲೇ ಸರ್ಕಾರ ನೇಮಕಾತಿ ಪತ್ರ ನೀಡಬೇಕು ಎಂದು ಒತ್ತಾಯಿಸಿದರು. ಈ ಸಂದರ್ಭದಲ್ಲಿ ಜೆಡಿಎಸ್ ಮುಖಂಡರು, ಅಭ್ಯರ್ಥಿಗಳು ಹಾಜರಿದ್ದರು. ನಿಮ್ಮ ಜೊತೆ ನಿಲ್ಲುತ್ತೇವೆ ಎಂದು ಭರವಸೆ ನೀಡಿದರು.	[1208, 1549, 1462, 1678]
college-list-item: • ಬೆಂಗಳೂರು ಮೆಡಿಕಲ್ ಕಾಲೇಜು, ಬೆಂಗಳೂರು	[1208, 2088, 1415, 2104]
rule-3	[43, 1987, 914, 1988]
rule-2	[43, 1772, 914, 1774]
rule-r3	[946, 1892, 1458, 1894]
masthead	[0, 0, 1512, 91]
hdk-headline-1: ಭೂಕಬಳಿಕೆ ಪ್ರಕರಣ: ಎಚ್‌ಡಿಕೆ ವಿರುದ್ಧದ	[1023, 958, 1381, 989]
